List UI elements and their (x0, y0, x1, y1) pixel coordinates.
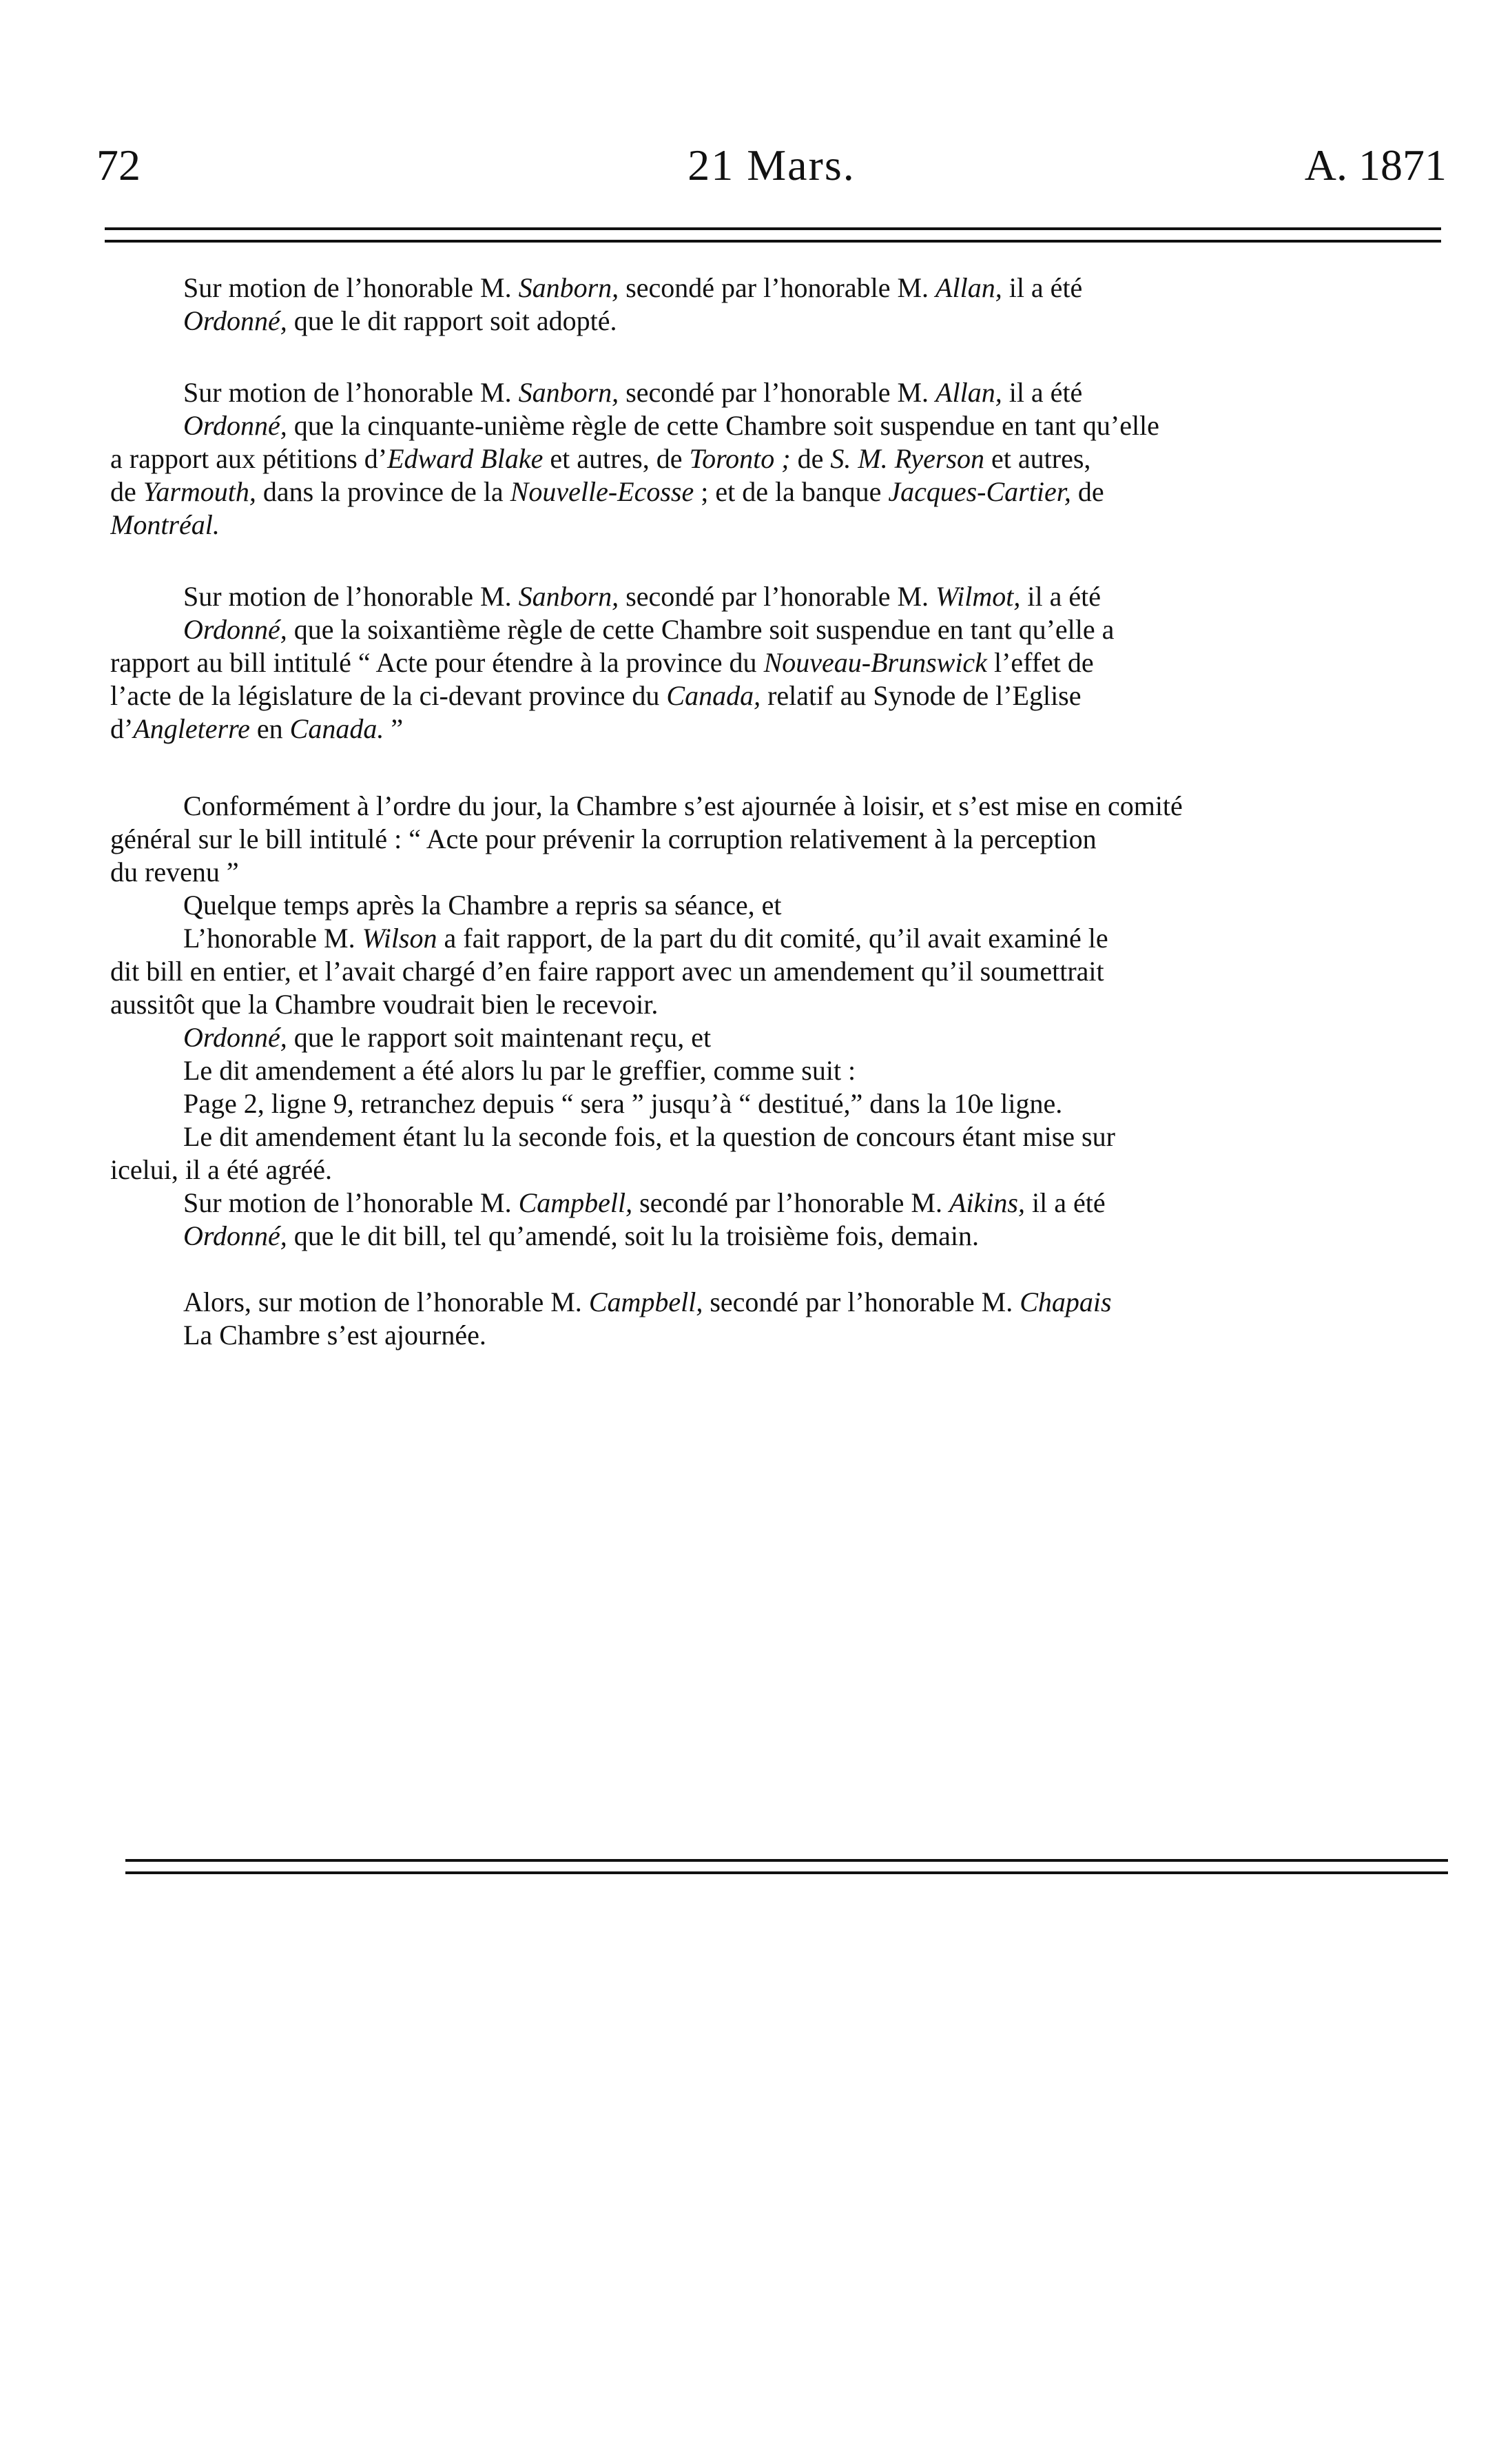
text-line: La Chambre s’est ajournée. (183, 1320, 486, 1351)
text-line: Sur motion de l’honorable M. Campbell, secondé par l’honorable M. Aikins, il a été (183, 1187, 1106, 1218)
text-line: rapport au bill intitulé “ Acte pour étendre à la province du Nouveau-Brunswick l’effet de (110, 647, 1094, 678)
header-rule (105, 227, 1441, 243)
text-line: d’Angleterre en Canada. ” (110, 713, 404, 744)
text-line: général sur le bill intitulé : “ Acte pour prévenir la corruption relativement à la perception (110, 823, 1097, 854)
text-line: Sur motion de l’honorable M. Sanborn, secondé par l’honorable M. Allan, il a été (183, 377, 1083, 408)
motion-paragraph-1 (110, 271, 1447, 338)
text-line: Ordonné, que la soixantième règle de cette Chambre soit suspendue en tant qu’elle a (183, 614, 1115, 645)
text-line: Page 2, ligne 9, retranchez depuis “ sera ” jusqu’à “ destitué,” dans la 10e ligne. (183, 1088, 1063, 1119)
page-year: A. 1871 (1304, 141, 1447, 189)
text-line: aussitôt que la Chambre voudrait bien le recevoir. (110, 989, 659, 1020)
text-line: icelui, il a été agréé. (110, 1154, 333, 1185)
text-line: Ordonné, que le dit bill, tel qu’amendé, soit lu la troisième fois, demain. (183, 1220, 979, 1251)
text-line: Montréal. (110, 509, 220, 540)
page-number: 72 (96, 141, 141, 189)
page-date: 21 Mars. (687, 141, 856, 189)
body-text (110, 271, 1447, 1352)
page-header (96, 138, 1447, 200)
text-line: L’honorable M. Wilson a fait rapport, de la part du dit comité, qu’il avait examiné le (183, 923, 1108, 954)
motion-paragraph-2 (110, 376, 1447, 542)
text-line: Ordonné, que la cinquante-unième règle de cette Chambre soit suspendue en tant qu’elle (183, 410, 1159, 441)
text-line: Alors, sur motion de l’honorable M. Campbell, secondé par l’honorable M. Chapais (183, 1286, 1112, 1317)
motion-paragraph-3 (110, 580, 1447, 746)
adjournment-paragraph (110, 1286, 1447, 1352)
footer-rule (125, 1859, 1448, 1874)
text-line: Sur motion de l’honorable M. Sanborn, secondé par l’honorable M. Allan, il a été (183, 272, 1083, 303)
text-line: l’acte de la législature de la ci-devant province du Canada, relatif au Synode de l’Eglise (110, 680, 1082, 711)
text-line: du revenu ” (110, 856, 239, 887)
text-line: Ordonné, que le dit rapport soit adopté. (183, 305, 617, 336)
text-line: dit bill en entier, et l’avait chargé d’en faire rapport avec un amendement qu’il soumettrait (110, 956, 1104, 987)
text-line: Conformément à l’ordre du jour, la Chambre s’est ajournée à loisir, et s’est mise en comité (183, 790, 1183, 821)
committee-paragraph (110, 790, 1447, 1253)
text-line: de Yarmouth, dans la province de la Nouvelle-Ecosse ; et de la banque Jacques-Cartier, de (110, 476, 1104, 507)
text-line: a rapport aux pétitions d’Edward Blake et autres, de Toronto ; de S. M. Ryerson et autres, (110, 443, 1091, 474)
text-line: Quelque temps après la Chambre a repris sa séance, et (183, 890, 782, 921)
text-line: Ordonné, que le rapport soit maintenant reçu, et (183, 1022, 712, 1053)
text-line: Le dit amendement étant lu la seconde fois, et la question de concours étant mise sur (183, 1121, 1115, 1152)
text-line: Le dit amendement a été alors lu par le greffier, comme suit : (183, 1055, 856, 1086)
text-line: Sur motion de l’honorable M. Sanborn, secondé par l’honorable M. Wilmot, il a été (183, 581, 1101, 612)
